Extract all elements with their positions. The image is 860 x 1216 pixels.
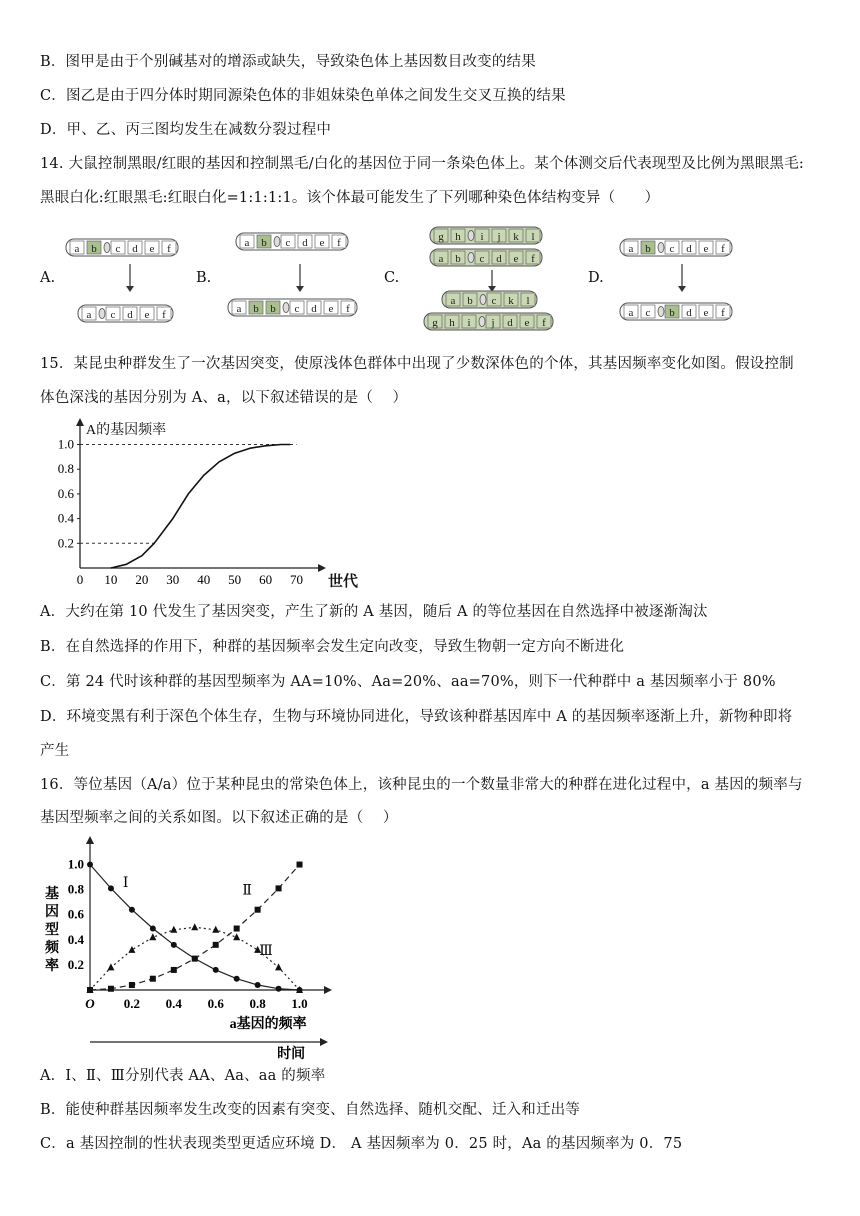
- point-square: [108, 986, 114, 992]
- centromere: [274, 237, 280, 247]
- point-triangle: [128, 946, 135, 953]
- time-label: 时间: [277, 1047, 306, 1062]
- centromere: [104, 243, 110, 253]
- x-tick-label: 1.0: [291, 996, 308, 1011]
- point-square: [192, 956, 198, 962]
- series-label-Ⅰ: Ⅰ: [122, 876, 129, 892]
- q16-option-a: A．Ⅰ、Ⅱ、Ⅲ分别代表 AA、Aa、aa 的频率: [40, 1068, 326, 1084]
- point-triangle: [107, 963, 114, 970]
- point-square: [255, 907, 261, 913]
- point-circle: [213, 967, 219, 973]
- y-tick-label: 1.0: [57, 436, 74, 452]
- gene-label: c: [669, 243, 675, 255]
- y-axis-arrow: [76, 418, 84, 426]
- gene-label: f: [162, 309, 166, 321]
- chrom-c-top1: [430, 227, 542, 244]
- x-tick-label: 10: [104, 572, 118, 587]
- x-tick-label: 40: [197, 572, 211, 587]
- point-triangle: [212, 926, 219, 933]
- point-triangle: [275, 963, 282, 970]
- gene-label: f: [721, 243, 725, 255]
- question-15-line2: 体色深浅的基因分别为 A、a，以下叙述错误的是（ ）: [40, 390, 408, 406]
- x-axis-label: a基因的频率: [229, 1017, 307, 1032]
- question-14-line2: 黑眼白化:红眼黑毛:红眼白化=1:1:1:1。该个体最可能发生了下列哪种染色体结构变异（ ）: [40, 190, 660, 206]
- gene-label: d: [302, 237, 308, 249]
- q15-option-d-line1: D．环境变黑有利于深色个体生存，生物与环境协同进化，导致该种群基因库中 A 的基因频率逐渐上升，新物种即将: [40, 709, 793, 725]
- point-circle: [108, 885, 114, 891]
- y-axis-label-char: 率: [45, 959, 59, 974]
- gene-label: d: [686, 243, 692, 255]
- gene-label: k: [508, 295, 514, 307]
- chrom-d-bottom: [620, 303, 732, 320]
- gene-label: i: [480, 231, 484, 243]
- gene-label: a: [244, 237, 250, 249]
- q14-label-b: B.: [196, 270, 212, 286]
- x-tick-label: 50: [228, 572, 242, 587]
- gene-label: f: [167, 243, 171, 255]
- gene-label: a: [236, 303, 242, 315]
- point-square: [276, 885, 282, 891]
- point-square: [129, 982, 135, 988]
- gene-label: b: [253, 303, 259, 315]
- q16-option-cd: C．a 基因控制的性状表现类型更适应环境 D． A 基因频率为 0．25 时，Aa 的基因频率为 0．75: [40, 1136, 683, 1152]
- y-tick-label: 0.2: [57, 535, 74, 551]
- gene-label: e: [524, 317, 530, 329]
- gene-label: b: [91, 243, 97, 255]
- chrom-a-bottom: [78, 305, 173, 322]
- arrow-head: [126, 286, 134, 292]
- x-axis-label: 世代: [328, 574, 359, 590]
- q14-label-d: D.: [588, 270, 604, 286]
- point-circle: [129, 907, 135, 913]
- gene-label: j: [497, 231, 501, 243]
- y-tick-label: 0.8: [67, 881, 84, 897]
- centromere: [99, 309, 105, 319]
- q14-label-a: A.: [40, 270, 56, 286]
- x-tick-label: 0.4: [165, 996, 182, 1011]
- gene-label: g: [438, 231, 444, 243]
- series-label-Ⅱ: Ⅱ: [242, 883, 252, 899]
- series-line: [111, 445, 290, 569]
- gene-label: f: [721, 307, 725, 319]
- point-circle: [255, 982, 261, 988]
- option-c-13: C．图乙是由于四分体时期同源染色体的非姐妹染色单体之间发生交叉互换的结果: [40, 88, 566, 104]
- gene-label: c: [294, 303, 300, 315]
- gene-label: d: [127, 309, 133, 321]
- q16-option-b: B．能使种群基因频率发生改变的因素有突变、自然选择、随机交配、迁入和迁出等: [40, 1102, 581, 1118]
- gene-label: b: [669, 307, 675, 319]
- question-14-line1: 14. 大鼠控制黑眼/红眼的基因和控制黑毛/白化的基因位于同一条染色体上。某个体测交后代表现型及比例为黑眼黑毛:: [40, 156, 805, 172]
- chromosome-figures: [0, 222, 860, 334]
- q15-option-c: C．第 24 代时该种群的基因型频率为 AA=10%、Aa=20%、aa=70%，则下一代种群中 a 基因频率小于 80%: [40, 674, 776, 690]
- q14-label-c: C.: [384, 270, 400, 286]
- gene-label: h: [449, 317, 455, 329]
- centromere: [479, 317, 485, 327]
- point-circle: [171, 942, 177, 948]
- centromere: [283, 303, 289, 313]
- gene-label: b: [261, 237, 267, 249]
- gene-label: d: [686, 307, 692, 319]
- y-tick-label: 0.2: [67, 956, 84, 972]
- gene-label: c: [479, 253, 485, 265]
- y-tick-label: 0.8: [57, 461, 74, 477]
- point-square: [297, 862, 303, 868]
- y-axis-label: A的基因频率: [86, 423, 167, 438]
- question-16-line1: 16．等位基因（A/a）位于某种昆虫的常染色体上，该种昆虫的一个数量非常大的种群在进化过程中，a 基因的频率与: [40, 777, 803, 793]
- gene-label: f: [531, 253, 535, 265]
- point-square: [213, 942, 219, 948]
- gene-label: e: [703, 243, 709, 255]
- x-tick-label: 0: [76, 572, 84, 587]
- gene-label: l: [526, 295, 530, 307]
- chrom-d-top: [620, 239, 732, 256]
- x-tick-label: 0.6: [207, 996, 224, 1011]
- point-triangle: [170, 926, 177, 933]
- y-axis-label-char: 频: [45, 941, 59, 956]
- chrom-a-top: [66, 239, 178, 256]
- time-arrow-head: [320, 1038, 328, 1046]
- gene-label: c: [115, 243, 121, 255]
- gene-label: a: [628, 243, 634, 255]
- option-d-13: D．甲、乙、丙三图均发生在减数分裂过程中: [40, 122, 332, 138]
- gene-label: f: [337, 237, 341, 249]
- chrom-c-top2: [430, 249, 542, 266]
- gene-label: l: [531, 231, 535, 243]
- y-axis-label-char: 型: [45, 923, 59, 938]
- gene-label: b: [455, 253, 461, 265]
- x-axis-arrow: [324, 986, 332, 994]
- point-circle: [150, 926, 156, 932]
- q15-option-d-line2: 产生: [40, 743, 70, 759]
- chrom-b-bottom: [228, 299, 357, 316]
- y-tick-label: 0.4: [67, 931, 84, 947]
- gene-label: a: [628, 307, 634, 319]
- centromere: [468, 253, 474, 263]
- gene-label: e: [328, 303, 334, 315]
- y-tick-label: 0.4: [57, 510, 74, 526]
- gene-label: b: [467, 295, 473, 307]
- arrow-head: [296, 286, 304, 292]
- gene-label: b: [645, 243, 651, 255]
- gene-label: k: [513, 231, 519, 243]
- x-axis-arrow: [318, 564, 326, 572]
- y-axis-arrow: [86, 836, 94, 844]
- y-tick-label: 0.6: [67, 906, 84, 922]
- gene-label: e: [149, 243, 155, 255]
- gene-label: a: [438, 253, 444, 265]
- point-square: [234, 926, 240, 932]
- gene-label: c: [110, 309, 116, 321]
- gene-label: f: [346, 303, 350, 315]
- option-b-13: B．图甲是由于个别碱基对的增添或缺失，导致染色体上基因数目改变的结果: [40, 54, 536, 70]
- gene-label: h: [455, 231, 461, 243]
- a-frequency-chart: [40, 416, 359, 594]
- gene-label: b: [270, 303, 276, 315]
- x-tick-label: 20: [135, 572, 149, 587]
- gene-label: e: [513, 253, 519, 265]
- centromere: [468, 231, 474, 241]
- chrom-c-bottom1: [442, 291, 537, 308]
- centromere: [658, 243, 664, 253]
- arrow-head: [678, 286, 686, 292]
- q15-option-b: B．在自然选择的作用下，种群的基因频率会发生定向改变，导致生物朝一定方向不断进化: [40, 639, 625, 655]
- x-tick-label: 60: [259, 572, 273, 587]
- point-triangle: [191, 923, 198, 930]
- series-label-Ⅲ: Ⅲ: [259, 943, 273, 959]
- y-tick-label: 0.6: [57, 485, 74, 501]
- gene-label: g: [432, 317, 438, 329]
- x-tick-label: 30: [166, 572, 180, 587]
- gene-label: c: [285, 237, 291, 249]
- question-16-line2: 基因型频率之间的关系如图。以下叙述正确的是（ ）: [40, 810, 398, 826]
- question-15-line1: 15．某昆虫种群发生了一次基因突变，使原浅体色群体中出现了少数深体色的个体，其基因频率变化如图。假设控制: [40, 356, 794, 372]
- point-square: [150, 976, 156, 982]
- gene-label: e: [703, 307, 709, 319]
- chrom-b-top: [236, 233, 348, 250]
- gene-label: e: [319, 237, 325, 249]
- gene-label: a: [74, 243, 80, 255]
- gene-label: c: [491, 295, 497, 307]
- gene-label: d: [496, 253, 502, 265]
- q15-option-a: A．大约在第 10 代发生了基因突变，产生了新的 A 基因，随后 A 的等位基因在自然选择中被逐渐淘汰: [40, 604, 708, 620]
- x-tick-label: 0.8: [249, 996, 266, 1011]
- y-axis-label-char: 基: [45, 887, 59, 902]
- x-tick-label: O: [85, 996, 95, 1011]
- gene-label: d: [311, 303, 317, 315]
- point-circle: [276, 986, 282, 992]
- point-circle: [87, 862, 93, 868]
- gene-label: f: [542, 317, 546, 329]
- centromere: [480, 295, 486, 305]
- y-axis-label-char: 因: [45, 905, 59, 920]
- centromere: [658, 307, 664, 317]
- x-tick-label: 70: [290, 572, 304, 587]
- gene-label: e: [144, 309, 150, 321]
- genotype-frequency-chart: [40, 834, 350, 1062]
- point-circle: [234, 976, 240, 982]
- gene-label: a: [450, 295, 456, 307]
- chrom-c-bottom2: [424, 313, 553, 330]
- x-tick-label: 0.2: [123, 996, 141, 1011]
- gene-label: c: [645, 307, 651, 319]
- gene-label: d: [507, 317, 513, 329]
- gene-label: j: [491, 317, 495, 329]
- y-tick-label: 1.0: [67, 856, 84, 872]
- point-square: [171, 967, 177, 973]
- gene-label: i: [467, 317, 471, 329]
- gene-label: a: [86, 309, 92, 321]
- gene-label: d: [132, 243, 138, 255]
